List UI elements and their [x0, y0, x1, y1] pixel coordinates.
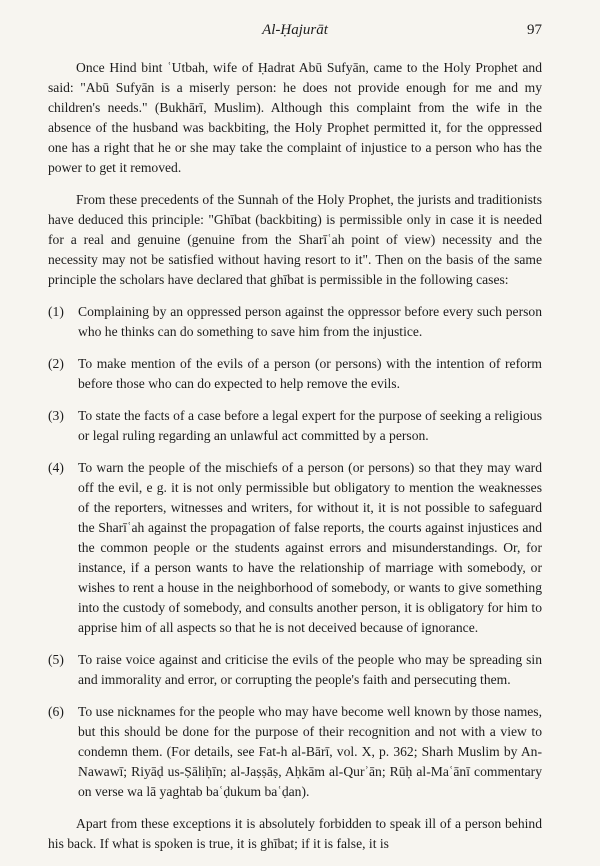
list-item-text: To make mention of the evils of a person (or persons) with the intention of reform before those who can do expected to help remove the evils. [78, 356, 542, 391]
list-item-text: To warn the people of the mischiefs of a person (or persons) so that they may ward off the evil, e g. it is not only permissible but obligatory to mention the weaknesses of the reporters, witnesses and writers, for without it, it is not possible to safeguard the Sharīʿah against the propagation of false reports, the courts against injustices and the common people or the students against errors and misunderstandings. Or, for instance, if a person wants to have the relationship of marriage with somebody, or wishes to rent a house in the neighborhood of somebody, or wants to give something into the custody of somebody, and consults another person, it is obligatory for him to apprise him of all aspects so that he is not deceived because of ignorance. [78, 460, 542, 635]
list-item-number: (1) [48, 304, 64, 319]
list-item [48, 650, 542, 690]
paragraph-hind-bint-utbah: Once Hind bint ʿUtbah, wife of Ḥadrat Abū Sufyān, came to the Holy Prophet and said: "Abū Sufyān is a miserly person: he does not provide enough for me and my children's needs." (Bukhārī, Muslim). Although this complaint from the wife in the absence of the husband was backbiting, the Holy Prophet permitted it, for the oppressed one has a right that he or she may take the complaint of injustice to a person who has the power to get it removed. [48, 60, 542, 175]
list-item-number: (6) [48, 704, 64, 719]
permissible-cases-list [48, 302, 542, 802]
list-item-number: (4) [48, 460, 64, 475]
list-item-text: To raise voice against and criticise the evils of the people who may be spreading sin and immorality and error, or corrupting the people's faith and persecuting them. [78, 652, 542, 687]
page-number: 97 [527, 22, 542, 38]
list-item-number: (2) [48, 356, 64, 371]
list-item-text: To use nicknames for the people who may have become well known by those names, but this should be done for the purpose of their recognition and not with a view to condemn them. (For details, see Fat-h al-Bārī, vol. X, p. 362; Sharh Muslim by An-Nawawī; Riyāḍ us-Ṣāliḥīn; al-Jaṣṣāṣ, Aḥkām al-Qurʾān; Rūḥ al-Maʿānī commentary on verse wa lā yaghtab baʿḍukum baʿḍan). [78, 704, 542, 799]
list-item-text: To state the facts of a case before a legal expert for the purpose of seeking a religious or legal ruling regarding an unlawful act committed by a person. [78, 408, 542, 443]
list-item-number: (5) [48, 652, 64, 667]
list-item [48, 302, 542, 342]
list-item-text: Complaining by an oppressed person against the oppressor before every such person who he thinks can do something to save him from the injustice. [78, 304, 542, 339]
paragraph-closing: Apart from these exceptions it is absolutely forbidden to speak ill of a person behind his back. If what is spoken is true, it is ghībat; if it is false, it is [48, 816, 542, 851]
list-item [48, 406, 542, 446]
list-item-number: (3) [48, 408, 64, 423]
list-item [48, 702, 542, 802]
page-body [48, 58, 542, 866]
running-title: Al-Ḥajurāt [262, 22, 328, 38]
paragraph-principle: From these precedents of the Sunnah of the Holy Prophet, the jurists and traditionists have deduced this principle: "Ghībat (backbiting) is permissible only in case it is needed for a real and genuine (genuine from the Sharīʿah point of view) necessity and the necessity may not be satisfied without having resort to it". Then on the basis of the same principle the scholars have declared that ghībat is permissible in the following cases: [48, 192, 542, 287]
list-item [48, 458, 542, 638]
page-header [48, 22, 542, 44]
list-item [48, 354, 542, 394]
